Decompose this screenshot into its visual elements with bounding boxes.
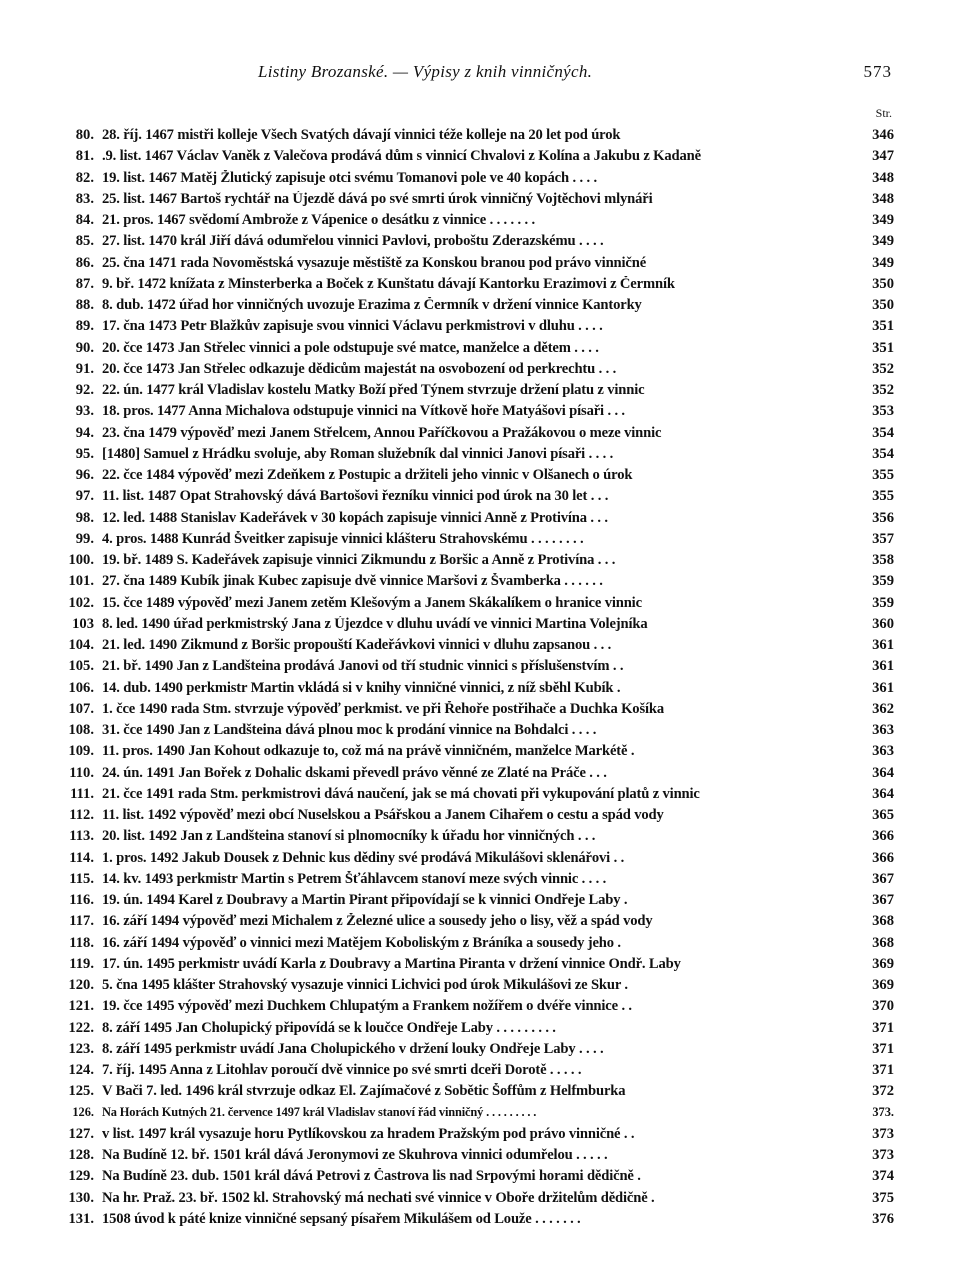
entry-page: 352 <box>872 382 894 398</box>
entry-text: 7. říj. 1495 Anna z Litohlav poroučí dvě vinnice po své smrti dceři Dorotě . . . . . <box>102 1062 582 1078</box>
entry-text: 27. čna 1489 Kubík jinak Kubec zapisuje dvě vinnice Maršovi z Švamberka . . . . . . <box>102 573 603 590</box>
entry-number: 95. <box>75 445 94 462</box>
entry-number: 128. <box>68 1147 94 1163</box>
entry-text: 17. ún. 1495 perkmistr uvádí Karla z Doubravy a Martina Piranta v držení vinnice Ondř. Laby <box>102 955 681 972</box>
entry-page: 374 <box>872 1168 894 1185</box>
entry-text: Na Budíně 12. bř. 1501 král dává Jeronymovi ze Skuhrova vinnici odumřelou . . . . . <box>102 1147 608 1163</box>
list-item <box>60 786 894 807</box>
list-item <box>60 1020 894 1041</box>
list-item <box>60 573 894 594</box>
entry-text: 19. čce 1495 výpověď mezi Duchkem Chlupatým a Frankem nožířem o dvéře vinnice . . <box>102 998 632 1015</box>
entry-number: 127. <box>68 1125 94 1142</box>
entry-page: 373 <box>872 1147 894 1163</box>
entry-page: 366 <box>872 828 894 845</box>
entry-page: 358 <box>872 552 894 568</box>
entry-page: 359 <box>872 594 894 611</box>
entry-page: 367 <box>872 870 894 887</box>
entry-page: 349 <box>872 233 894 250</box>
entry-text: v list. 1497 král vysazuje horu Pytlíkovskou za hradem Pražským pod právo vinničné . . <box>102 1125 635 1142</box>
entry-page: 366 <box>872 849 894 866</box>
entry-text: 11. list. 1492 výpověď mezi obcí Nuselskou a Psářskou a Janem Cihařem o cestu a spád vody <box>102 807 664 823</box>
entry-text: 20. čce 1473 Jan Střelec odkazuje dědicům majestát na osvobození od perkrechtu . . . <box>102 360 617 377</box>
entry-text: 19. bř. 1489 S. Kadeřávek zapisuje vinnici Zikmundu z Boršic a Anně z Protivína . . . <box>102 552 616 568</box>
entry-number: 91. <box>75 360 94 377</box>
entry-number: 122. <box>68 1019 94 1036</box>
entry-number: 97. <box>75 488 94 505</box>
entry-number: 98. <box>75 509 94 526</box>
entry-page: 371 <box>872 1062 894 1078</box>
list-item <box>60 552 894 573</box>
entry-text: 25. list. 1467 Bartoš rychtář na Újezdě dává po své smrti úrok vinničný Vojtěchovi mlynáři <box>102 190 653 207</box>
entry-text: 8. září 1495 perkmistr uvádí Jana Cholupického v držení louky Ondřeje Laby . . . . <box>102 1040 604 1057</box>
entry-text: 11. pros. 1490 Jan Kohout odkazuje to, což má na právě vinničném, manželce Markétě . <box>102 743 635 760</box>
entry-text: 21. čce 1491 rada Stm. perkmistrovi dává naučení, jak se má chovati při vykupování platů z vinnic <box>102 785 700 802</box>
entry-page: 354 <box>872 445 894 462</box>
entry-number: 96. <box>75 467 94 483</box>
list-item <box>60 658 894 679</box>
entry-page: 375 <box>872 1189 894 1206</box>
entry-text: 27. list. 1470 král Jiří dává odumřelou vinnici Pavlovi, proboštu Zderazskému . . . . <box>102 233 604 250</box>
entry-page: 365 <box>872 807 894 823</box>
entry-page: 372 <box>872 1083 894 1100</box>
entry-number: 87. <box>75 275 94 292</box>
entry-number: 93. <box>75 403 94 420</box>
entry-page: 348 <box>872 190 894 207</box>
list-item <box>60 297 894 318</box>
entry-text: 8. září 1495 Jan Cholupický připovídá se k loučce Ondřeje Laby . . . . . . . . . <box>102 1019 556 1036</box>
entry-number: 111. <box>70 785 94 802</box>
entry-page: 364 <box>872 785 894 802</box>
entry-page: 347 <box>872 148 894 165</box>
list-item <box>60 1211 894 1232</box>
entry-page: 373. <box>872 1104 894 1119</box>
list-item <box>60 722 894 743</box>
entry-page: 350 <box>872 297 894 313</box>
entry-number: 107. <box>68 700 94 717</box>
entry-page: 364 <box>872 764 894 781</box>
entry-text: 12. led. 1488 Stanislav Kadeřávek v 30 kopách zapisuje vinnici Anně z Protivína . . . <box>102 509 608 526</box>
entry-page: 349 <box>872 254 894 271</box>
entry-page: 363 <box>872 743 894 760</box>
list-item <box>60 1062 894 1083</box>
entry-number: 101. <box>68 573 94 590</box>
list-item <box>60 1105 894 1126</box>
list-item <box>60 998 894 1019</box>
entry-number: 80. <box>75 127 94 143</box>
entry-number: 99. <box>75 530 94 547</box>
list-item <box>60 148 894 169</box>
entry-page: 354 <box>872 424 894 441</box>
entry-page: 348 <box>872 169 894 186</box>
entry-page: 361 <box>872 637 894 653</box>
list-item <box>60 1083 894 1104</box>
entry-number: 114. <box>69 849 94 866</box>
list-item <box>60 170 894 191</box>
entry-page: 350 <box>872 275 894 292</box>
entry-page: 361 <box>872 679 894 696</box>
entry-page: 376 <box>872 1210 894 1227</box>
entry-text: 23. čna 1479 výpověď mezi Janem Střelcem, Annou Paříčkovou a Pražákovou o meze vinnic <box>102 424 662 441</box>
entry-text: 31. čce 1490 Jan z Landšteina dává plnou moc k prodání vinnice na Bohdalci . . . . <box>102 722 597 738</box>
entry-number: 82. <box>75 169 94 186</box>
list-item <box>60 807 894 828</box>
list-item <box>60 446 894 467</box>
entry-page: 349 <box>872 212 894 228</box>
list-item <box>60 1041 894 1062</box>
list-item <box>60 255 894 276</box>
entry-number: 102. <box>68 594 94 611</box>
entry-number: 120. <box>68 977 94 993</box>
list-item <box>60 276 894 297</box>
entry-text: Na Horách Kutných 21. července 1497 král Vladislav stanoví řád vinničný . . . . . . . . . <box>102 1104 537 1119</box>
list-item <box>60 382 894 403</box>
entry-text: 24. ún. 1491 Jan Bořek z Dohalic dskami převedl právo věnné ze Zlaté na Práče . . . <box>102 764 607 781</box>
list-item <box>60 765 894 786</box>
entry-number: 108. <box>68 722 94 738</box>
list-item <box>60 850 894 871</box>
entry-number: 115. <box>69 870 94 887</box>
entry-number: 105. <box>68 658 94 675</box>
entry-number: 129. <box>68 1168 94 1185</box>
entry-number: 89. <box>75 318 94 335</box>
list-item <box>60 1126 894 1147</box>
entry-text: 21. bř. 1490 Jan z Landšteina prodává Janovi od tří studnic vinnici s příslušenstvím . . <box>102 658 624 675</box>
list-item <box>60 191 894 212</box>
entry-number: 104. <box>68 637 94 653</box>
entry-text: 16. září 1494 výpověď mezi Michalem z Železné ulice a sousedy jeho o lisy, věž a spád vody <box>102 913 653 930</box>
entry-text: 8. dub. 1472 úřad hor vinničných uvozuje Erazima z Čermník v držení vinnice Kantorky <box>102 297 642 313</box>
list-item <box>60 127 894 148</box>
entry-number: 121. <box>68 998 94 1015</box>
list-item <box>60 892 894 913</box>
entry-page: 368 <box>872 934 894 951</box>
entry-number: 119. <box>69 955 94 972</box>
entry-text: 1508 úvod k páté knize vinničné sepsaný písařem Mikulášem od Louže . . . . . . . <box>102 1210 581 1227</box>
entry-number: 83. <box>75 190 94 207</box>
list-item <box>60 616 894 637</box>
list-item <box>60 956 894 977</box>
list-item <box>60 701 894 722</box>
list-item <box>60 1147 894 1168</box>
entry-number: 110. <box>69 764 94 781</box>
entry-page: 371 <box>872 1040 894 1057</box>
entry-page: 352 <box>872 360 894 377</box>
entry-page: 361 <box>872 658 894 675</box>
entry-text: 14. dub. 1490 perkmistr Martin vkládá si v knihy vinničné vinnici, z níž sběhl Kubík . <box>102 679 621 696</box>
entry-text: 17. čna 1473 Petr Blažkův zapisuje svou vinnici Václavu perkmistrovi v dluhu . . . . <box>102 318 603 335</box>
entry-page: 373 <box>872 1125 894 1142</box>
entry-number: 81. <box>75 148 94 165</box>
entry-text: 8. led. 1490 úřad perkmistrský Jana z Újezdce v dluhu uvádí ve vinnici Martina Volejníka <box>102 615 648 632</box>
list-item <box>60 425 894 446</box>
entry-text: Na hr. Praž. 23. bř. 1502 kl. Strahovský má nechati své vinnice v Oboře držitelům dědičně . <box>102 1189 655 1206</box>
entry-number: 86. <box>75 254 94 271</box>
entry-page: 355 <box>872 467 894 483</box>
entry-page: 369 <box>872 977 894 993</box>
list-item <box>60 361 894 382</box>
entry-page: 368 <box>872 913 894 930</box>
entry-text: .9. list. 1467 Václav Vaněk z Valečova prodává dům s vinnicí Chvalovi z Kolína a Jakubu z Kadaně <box>102 148 701 165</box>
entry-text: 1. pros. 1492 Jakub Dousek z Dehnic kus dědiny své prodává Mikulášovi sklenářovi . . <box>102 849 625 866</box>
page-column-label: Str. <box>875 106 892 120</box>
entry-number: 116. <box>69 892 94 908</box>
entry-number: 85. <box>75 233 94 250</box>
entry-page: 351 <box>872 318 894 335</box>
list-item <box>60 531 894 552</box>
entry-text: 9. bř. 1472 knížata z Minsterberka a Boček z Kunštatu dávají Kantorku Erazimovi z Čermník <box>102 275 675 292</box>
entry-text: 19. ún. 1494 Karel z Doubravy a Martin Pirant připovídají se k vinnici Ondřeje Laby . <box>102 892 628 908</box>
list-item <box>60 935 894 956</box>
entry-page: 362 <box>872 700 894 717</box>
list-item <box>60 977 894 998</box>
entry-page: 351 <box>872 339 894 356</box>
entry-text: Na Budíně 23. dub. 1501 král dává Petrovi z Častrova lis nad Srpovými horami dědičně . <box>102 1168 641 1185</box>
entry-text: 22. čce 1484 výpověď mezi Zdeňkem z Postupic a držiteli jeho vinnic v Olšanech o úrok <box>102 467 633 483</box>
entry-number: 100. <box>68 552 94 568</box>
entry-page: 357 <box>872 530 894 547</box>
entry-text: V Bači 7. led. 1496 král stvrzuje odkaz El. Zajímačové z Sobětic Šoffům z Helfmburka <box>102 1083 626 1100</box>
entry-number: 113. <box>69 828 94 845</box>
entry-number: 90. <box>75 339 94 356</box>
entry-text: 20. list. 1492 Jan z Landšteina stanoví si plnomocníky k úřadu hor vinničných . . . <box>102 828 596 845</box>
entry-text: 15. čce 1489 výpověď mezi Janem zetěm Klešovým a Janem Skákalíkem o hranice vinnic <box>102 594 642 611</box>
entry-page: 355 <box>872 488 894 505</box>
entry-text: 21. pros. 1467 svědomí Ambrože z Vápenice o desátku z vinnice . . . . . . . <box>102 212 536 228</box>
list-item <box>60 340 894 361</box>
entry-text: 4. pros. 1488 Kunrád Šveitker zapisuje vinnici klášteru Strahovskému . . . . . . . . <box>102 530 584 547</box>
entry-list <box>60 127 894 1232</box>
entry-text: 18. pros. 1477 Anna Michalova odstupuje vinnici na Vítkově hoře Matyášovi písaři . . . <box>102 403 625 420</box>
entry-number: 131. <box>68 1210 94 1227</box>
entry-text: 19. list. 1467 Matěj Žlutický zapisuje otci svému Tomanovi pole ve 40 kopách . . . . <box>102 169 597 186</box>
entry-text: 28. říj. 1467 mistři kolleje Všech Svatých dávají vinnici téže kolleje na 20 let pod úrok <box>102 127 621 143</box>
entry-page: 360 <box>872 615 894 632</box>
entry-number: 106. <box>68 679 94 696</box>
entry-number: 112. <box>69 807 94 823</box>
entry-number: 118. <box>69 934 94 951</box>
entry-number: 88. <box>75 297 94 313</box>
entry-page: 346 <box>872 127 894 143</box>
list-item <box>60 233 894 254</box>
entry-page: 356 <box>872 509 894 526</box>
entry-text: 22. ún. 1477 král Vladislav kostelu Matky Boží před Týnem stvrzuje držení platu z vinnic <box>102 382 645 398</box>
entry-text: 11. list. 1487 Opat Strahovský dává Bartošovi řezníku vinnici pod úrok na 30 let . . . <box>102 488 609 505</box>
list-item <box>60 871 894 892</box>
entry-number: 126. <box>72 1104 94 1119</box>
list-item <box>60 212 894 233</box>
list-item <box>60 637 894 658</box>
entry-text: 5. čna 1495 klášter Strahovský vysazuje vinnici Lichvici pod úrok Mikulášovi ze Skur . <box>102 977 628 993</box>
entry-number: 117. <box>69 913 94 930</box>
entry-number: 124. <box>68 1062 94 1078</box>
entry-text: 1. čce 1490 rada Stm. stvrzuje výpověď perkmist. ve při Řehoře postřihače a Duchka Košíka <box>102 700 664 717</box>
list-item <box>60 680 894 701</box>
list-item <box>60 595 894 616</box>
entry-number: 123. <box>68 1040 94 1057</box>
list-item <box>60 488 894 509</box>
list-item <box>60 1190 894 1211</box>
entry-page: 353 <box>872 403 894 420</box>
list-item <box>60 318 894 339</box>
entry-page: 363 <box>872 722 894 738</box>
entry-page: 367 <box>872 892 894 908</box>
entry-number: 125. <box>68 1083 94 1100</box>
page-number: 573 <box>863 62 892 81</box>
entry-number: 130. <box>68 1189 94 1206</box>
list-item <box>60 467 894 488</box>
list-item <box>60 403 894 424</box>
entry-number: 109. <box>68 743 94 760</box>
entry-text: 16. září 1494 výpověď o vinnici mezi Matějem Koboliským z Bráníka a sousedy jeho . <box>102 934 621 951</box>
list-item <box>60 913 894 934</box>
list-item <box>60 510 894 531</box>
header-title: Listiny Brozanské. — Výpisy z knih vinničných. <box>258 62 593 81</box>
entry-text: 25. čna 1471 rada Novoměstská vysazuje městiště za Konskou branou pod právo vinničné <box>102 254 647 271</box>
entry-number: 94. <box>75 424 94 441</box>
entry-text: 14. kv. 1493 perkmistr Martin s Petrem Šťáhlavcem stanoví meze svých vinnic . . . . <box>102 870 607 887</box>
entry-page: 369 <box>872 955 894 972</box>
entry-text: [1480] Samuel z Hrádku svoluje, aby Roman služebník dal vinnici Janovi písaři . . . . <box>102 445 614 462</box>
entry-number: 92. <box>75 382 94 398</box>
entry-text: 21. led. 1490 Zikmund z Boršic propouští Kadeřávkovi vinnici v dluhu zapsanou . . . <box>102 637 612 653</box>
entry-text: 20. čce 1473 Jan Střelec vinnici a pole odstupuje své matce, manželce a dětem . . . . <box>102 339 599 356</box>
entry-page: 359 <box>872 573 894 590</box>
entry-page: 370 <box>872 998 894 1015</box>
entry-number: 84. <box>75 212 94 228</box>
entry-number: 103 <box>72 615 94 632</box>
list-item <box>60 743 894 764</box>
list-item <box>60 828 894 849</box>
entry-page: 371 <box>872 1019 894 1036</box>
running-header <box>62 62 892 84</box>
list-item <box>60 1168 894 1189</box>
